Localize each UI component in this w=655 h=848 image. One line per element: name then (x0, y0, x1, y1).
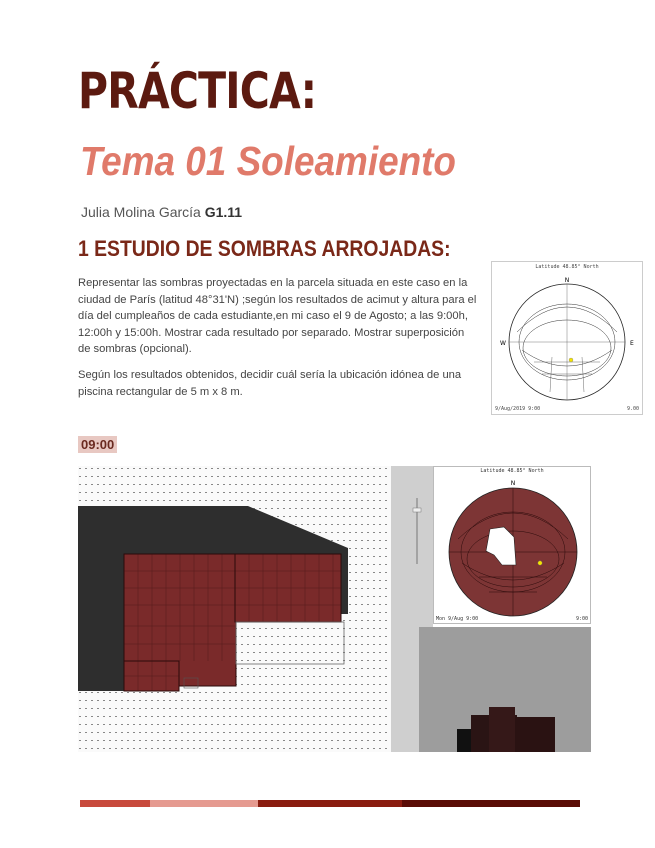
north-label: N (564, 277, 570, 284)
site-plan-drawing (78, 466, 391, 752)
author-line (81, 204, 242, 220)
sun-chart-footer-left: 9/Aug/2019 9:00 (495, 406, 541, 412)
west-label: W (500, 340, 506, 347)
section-heading: 1 ESTUDIO DE SOMBRAS ARROJADAS: (78, 236, 451, 261)
time-label: 09:00 (78, 436, 117, 453)
sun-chart-footer-right: 9.00 (626, 406, 639, 412)
building-silhouette-4 (515, 717, 555, 752)
sun-chart-large-footer-left: Mon 9/Aug 9:00 (436, 616, 479, 622)
sun-path-chart-large (433, 466, 591, 624)
author-group: G1.11 (204, 204, 243, 220)
sun-chart-large-caption: Latitude 48.85° North (480, 468, 544, 474)
building-silhouette-3 (489, 707, 515, 752)
sun-path-diagram-large (434, 467, 592, 625)
sun-position-marker (569, 358, 573, 362)
author-name: Julia Molina García (81, 204, 201, 220)
sun-path-diagram (492, 262, 642, 414)
page-title: PRÁCTICA: (78, 62, 317, 120)
site-plan-shadows (78, 466, 391, 752)
sun-position-marker-large (538, 561, 542, 565)
north-label-large: N (510, 480, 516, 487)
sun-chart-large-footer-right: 9:00 (575, 616, 588, 622)
sun-path-chart-small (491, 261, 643, 415)
pool-paragraph: Según los resultados obtenidos, decidir cuál sería la ubicación idónea de una piscina rectangular de 5 m x 8 m. (78, 369, 462, 398)
east-label: E (630, 340, 634, 347)
instructions-paragraph: Representar las sombras proyectadas en la parcela situada en este caso en la ciudad de París (latitud 48°31'N) ;según los resultados de acimut y altura para el día del cumpleaños de cada estudiante,en mi caso el 9 de Agosto; a las 9:00h, 12:00h y 15:00h. Mostrar cada resultado por separado. Mostrar superposición de sombras (opcional). (78, 277, 477, 355)
3d-perspective-view (419, 627, 591, 752)
sun-chart-caption: Latitude 48.85° North (535, 264, 599, 270)
footer-color-bar (80, 800, 580, 807)
page-subtitle: Tema 01 Soleamiento (80, 138, 456, 184)
